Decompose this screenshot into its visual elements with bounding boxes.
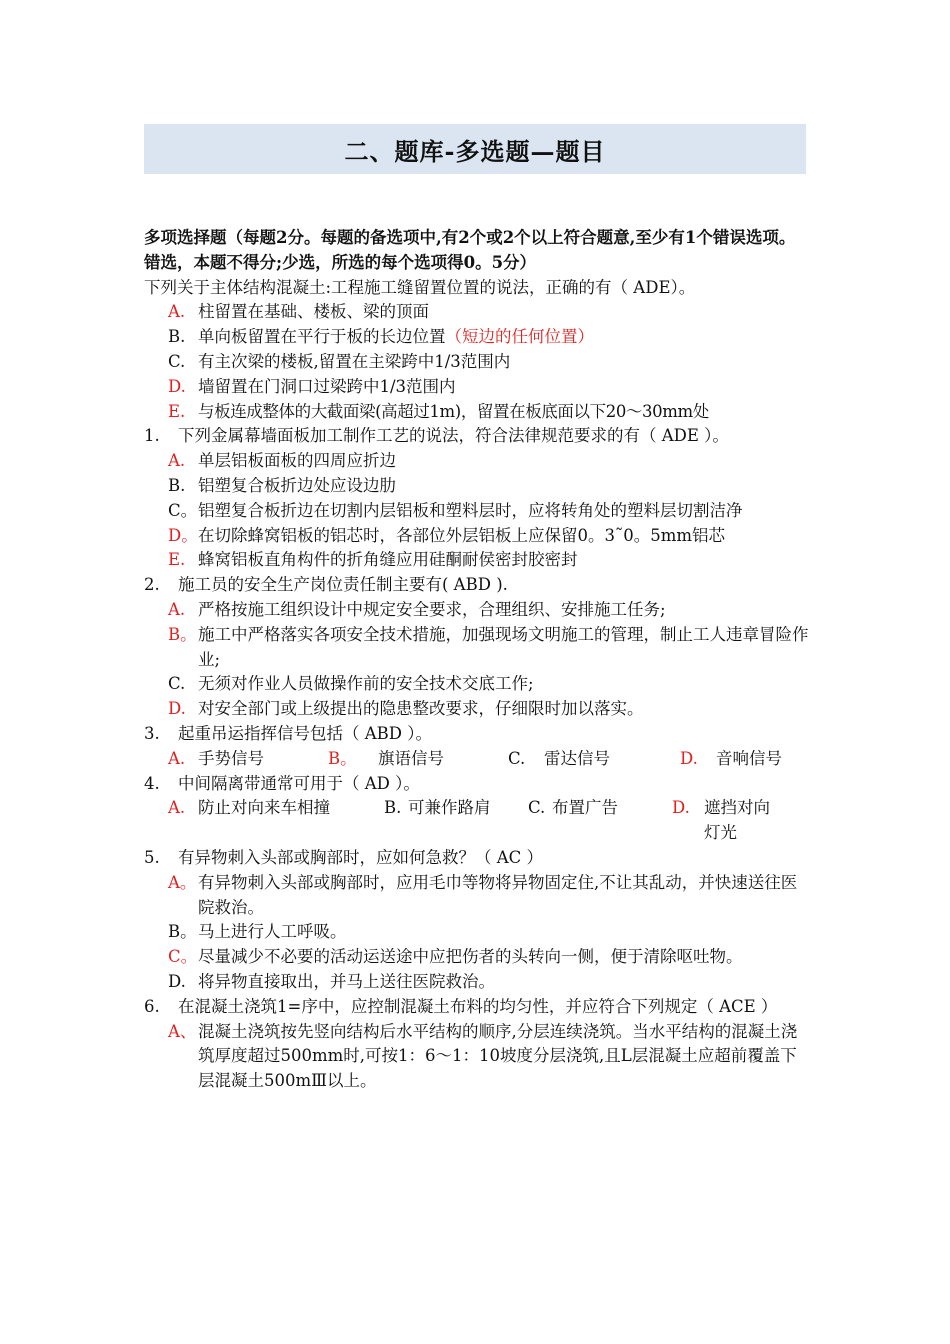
option-label: D. xyxy=(672,798,690,818)
option-label: A、 xyxy=(168,1021,197,1041)
option-text: 施工中严格落实各项安全技术措施，加强现场文明施工的管理，制止工人违章冒险作业; xyxy=(198,624,809,669)
option-label: E. xyxy=(168,401,186,421)
option-text: 可兼作路肩 xyxy=(408,798,491,818)
option-label: A. xyxy=(168,798,186,818)
title-banner xyxy=(144,124,806,174)
question-0 xyxy=(144,276,810,425)
page-title: 二、题库-多选题—题目 xyxy=(344,136,606,166)
q2-option-b xyxy=(144,623,810,673)
option-label: D. xyxy=(680,748,698,768)
question-number: 2. xyxy=(144,575,160,595)
option-label: A. xyxy=(168,451,186,471)
option-text: 旗语信号 xyxy=(378,748,444,768)
option-text: 蜂窝铝板直角构件的折角缝应用硅酮耐侯密封胶密封 xyxy=(198,550,578,570)
q0-option-d xyxy=(144,375,810,400)
q3-options-row xyxy=(144,747,810,772)
option-text: 单向板留置在平行于板的长边位置 xyxy=(198,327,446,347)
option-label: B. xyxy=(168,475,186,495)
question-1-text: 下列金属幕墙面板加工制作工艺的说法，符合法律规范要求的有（ ADE ）。 xyxy=(178,426,729,446)
option-text: 铝塑复合板折边处应设边肋 xyxy=(198,475,396,495)
question-6 xyxy=(144,995,810,1094)
option-text: 混凝土浇筑按先竖向结构后水平结构的顺序,分层连续浇筑。当水平结构的混凝土浇筑厚度超过500mm时,可按1：6～1：10坡度分层浇筑,且L层混凝土应超前覆盖下层混凝土500mⅢ以上。 xyxy=(198,1021,798,1091)
option-text: 柱留置在基础、楼板、梁的顶面 xyxy=(198,302,429,322)
question-4-text: 中间隔离带通常可用于（ AD ）。 xyxy=(178,773,420,793)
option-label: A. xyxy=(168,599,186,619)
q2-option-c xyxy=(144,672,810,697)
option-label: C. xyxy=(508,748,526,768)
option-text: 音响信号 xyxy=(716,748,782,768)
option-label: C。 xyxy=(168,500,198,520)
q4-options-row xyxy=(144,796,810,846)
question-5 xyxy=(144,846,810,995)
question-number: 1. xyxy=(144,426,160,446)
option-label: A. xyxy=(168,302,186,322)
q5-option-b xyxy=(144,920,810,945)
option-text: 墙留置在门洞口过梁跨中1/3范围内 xyxy=(198,376,456,396)
intro-text: 多项选择题（每题2分。每题的备选项中,有2个或2个以上符合题意,至少有1个错误选项。错选，本题不得分;少选，所选的每个选项得0。5分） xyxy=(144,228,796,272)
q1-option-e xyxy=(144,548,810,573)
option-label: C。 xyxy=(168,947,198,967)
option-text: 有异物刺入头部或胸部时，应用毛巾等物将异物固定住,不让其乱动，并快速送往医院救治。 xyxy=(198,872,798,917)
question-number: 5. xyxy=(144,847,160,867)
option-label: D。 xyxy=(168,525,198,545)
option-text: 雷达信号 xyxy=(544,748,610,768)
q5-option-c xyxy=(144,945,810,970)
question-number: 3. xyxy=(144,723,160,743)
option-label: C. xyxy=(168,351,186,371)
document-body xyxy=(144,226,810,1094)
option-label: A。 xyxy=(168,872,197,892)
option-label: E. xyxy=(168,550,186,570)
q1-option-a xyxy=(144,449,810,474)
question-1 xyxy=(144,424,810,573)
q5-option-a xyxy=(144,871,810,921)
q6-option-a xyxy=(144,1020,810,1094)
question-3-text: 起重吊运指挥信号包括（ ABD ）。 xyxy=(178,723,433,743)
option-label: D. xyxy=(168,699,186,719)
option-text: 将异物直接取出，并马上送往医院救治。 xyxy=(198,971,495,991)
option-label: D. xyxy=(168,376,186,396)
option-label: B. xyxy=(384,798,402,818)
q5-option-d xyxy=(144,970,810,995)
option-label: A. xyxy=(168,748,186,768)
question-2-text: 施工员的安全生产岗位责任制主要有( ABD ). xyxy=(178,575,508,595)
q0-option-e xyxy=(144,400,810,425)
option-note: （短边的任何位置） xyxy=(445,327,594,347)
option-label: B. xyxy=(168,327,186,347)
option-text: 无须对作业人员做操作前的安全技术交底工作; xyxy=(198,674,534,694)
question-4 xyxy=(144,772,810,846)
option-label: D. xyxy=(168,971,186,991)
option-text: 布置广告 xyxy=(552,798,618,818)
option-label: C. xyxy=(168,674,186,694)
option-text: 铝塑复合板折边在切割内层铝板和塑料层时，应将转角处的塑料层切割洁净 xyxy=(198,500,743,520)
question-3 xyxy=(144,722,810,772)
option-label: B。 xyxy=(168,922,197,942)
question-number: 4. xyxy=(144,773,160,793)
question-2 xyxy=(144,573,810,722)
option-text: 单层铝板面板的四周应折边 xyxy=(198,451,396,471)
q1-option-c xyxy=(144,499,810,524)
option-text: 与板连成整体的大截面梁(高超过1m)，留置在板底面以下20～30mm处 xyxy=(198,401,709,421)
q1-option-b xyxy=(144,474,810,499)
q1-option-d xyxy=(144,524,810,549)
option-label: C. xyxy=(528,798,546,818)
question-number: 6. xyxy=(144,996,160,1016)
question-6-text: 在混凝土浇筑1=序中，应控制混凝土布料的均匀性，并应符合下列规定（ ACE ） xyxy=(178,996,778,1016)
q2-option-a xyxy=(144,598,810,623)
option-text: 遮挡对向灯光 xyxy=(704,798,770,843)
option-text: 对安全部门或上级提出的隐患整改要求，仔细限时加以落实。 xyxy=(198,699,644,719)
option-label: B。 xyxy=(328,748,357,768)
q0-option-a xyxy=(144,300,810,325)
q0-option-c xyxy=(144,350,810,375)
question-0-text: 下列关于主体结构混凝土:工程施工缝留置位置的说法，正确的有（ ADE）。 xyxy=(144,277,696,297)
q0-option-b xyxy=(144,325,810,350)
option-text: 有主次梁的楼板,留置在主梁跨中1/3范围内 xyxy=(198,351,511,371)
option-text: 手势信号 xyxy=(198,748,264,768)
option-text: 严格按施工组织设计中规定安全要求，合理组织、安排施工任务; xyxy=(198,599,666,619)
option-text: 防止对向来车相撞 xyxy=(198,798,330,818)
option-text: 马上进行人工呼吸。 xyxy=(198,922,347,942)
option-text: 在切除蜂窝铝板的铝芯时，各部位外层铝板上应保留0。3˜0。5mm铝芯 xyxy=(198,525,726,545)
q2-option-d xyxy=(144,697,810,722)
question-5-text: 有异物刺入头部或胸部时，应如何急救？（ AC ） xyxy=(178,847,544,867)
option-text: 尽量减少不必要的活动运送途中应把伤者的头转向一侧，便于清除呕吐物。 xyxy=(198,947,743,967)
option-label: B。 xyxy=(168,624,197,644)
